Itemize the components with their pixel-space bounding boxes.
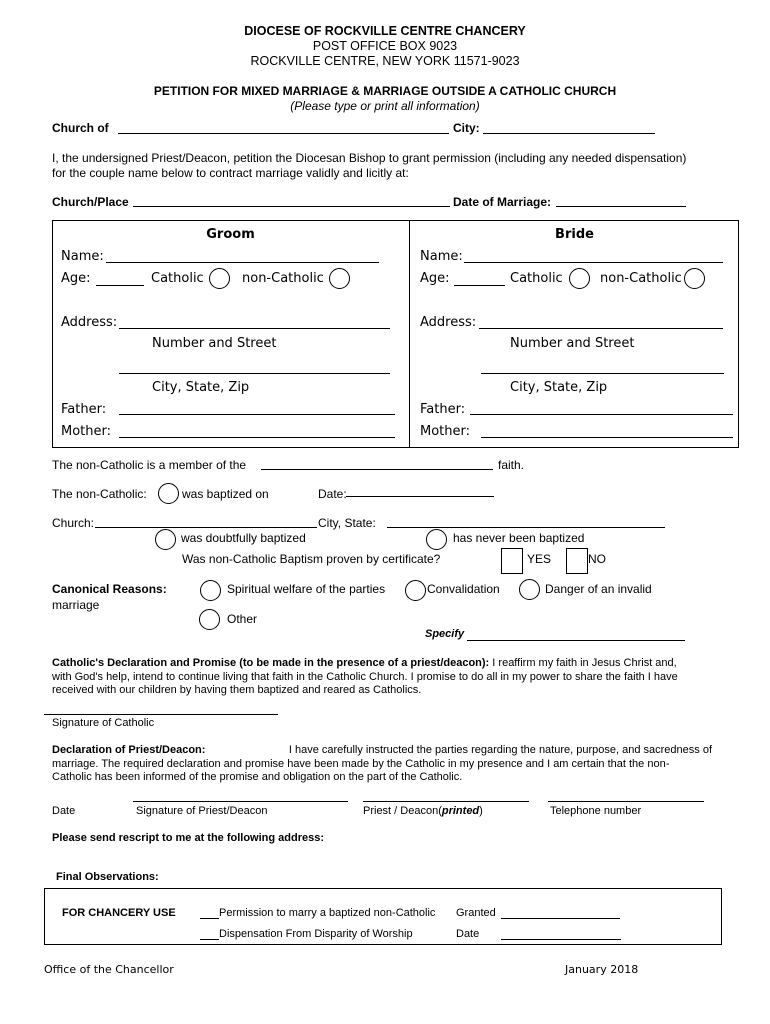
priest-signature-label: Signature of Priest/Deacon — [136, 805, 268, 817]
groom-mother-field[interactable] — [119, 437, 395, 438]
convalidation-radio[interactable] — [405, 580, 426, 601]
couple-divider — [409, 220, 410, 448]
address-line: ROCKVILLE CENTRE, NEW YORK 11571-9023 — [250, 54, 520, 68]
printed-word: printed — [441, 805, 480, 817]
groom-address-field[interactable] — [119, 328, 390, 329]
baptized-on-radio[interactable] — [158, 483, 179, 504]
baptism-church-label: Church: — [52, 516, 95, 530]
church-of-label: Church of — [52, 121, 109, 135]
spiritual-welfare-label: Spiritual welfare of the parties — [227, 582, 386, 596]
permission-check-field[interactable] — [200, 918, 219, 919]
footer-office: Office of the Chancellor — [44, 963, 174, 976]
priest-date-label: Date — [52, 805, 76, 817]
bride-father-label: Father: — [420, 402, 466, 417]
faith-field[interactable] — [261, 469, 493, 470]
bride-noncatholic-radio[interactable] — [684, 268, 705, 289]
po-box: POST OFFICE BOX 9023 — [312, 39, 458, 53]
bride-noncatholic-label: non-Catholic — [600, 271, 682, 286]
certificate-yes-label: YES — [527, 552, 552, 566]
canonical-reasons-label: Canonical Reasons: — [52, 582, 167, 596]
specify-label: Specify — [425, 628, 465, 640]
chancery-use-label: FOR CHANCERY USE — [62, 907, 176, 919]
groom-noncatholic-label: non-Catholic — [242, 271, 324, 286]
baptism-church-field[interactable] — [95, 527, 317, 528]
rescript-label: Please send rescript to me at the following address: — [52, 832, 325, 844]
printed-prefix: Priest / Deacon( — [363, 805, 442, 817]
footer-date: January 2018 — [565, 963, 639, 976]
member-of-label: The non-Catholic is a member of the — [52, 458, 247, 472]
certificate-no-checkbox[interactable] — [566, 548, 588, 574]
catholic-declaration-heading: Catholic's Declaration and Promise (to be made in the presence of a priest/deacon): — [52, 657, 490, 669]
diocese-title: DIOCESE OF ROCKVILLE CENTRE CHANCERY — [244, 24, 526, 38]
doubtful-radio[interactable] — [155, 529, 176, 550]
bride-name-label: Name: — [420, 249, 463, 264]
catholic-declaration-line1: I reaffirm my faith in Jesus Christ and, — [492, 657, 677, 669]
certificate-no-label: NO — [588, 552, 606, 566]
groom-father-label: Father: — [61, 402, 107, 417]
groom-name-field[interactable] — [106, 262, 379, 263]
bride-city-caption: City, State, Zip — [510, 380, 608, 395]
marriage-date-field[interactable] — [556, 206, 686, 207]
bride-city-field[interactable] — [481, 373, 724, 374]
groom-heading: Groom — [206, 227, 255, 242]
danger-invalid-marriage-label: marriage — [52, 598, 100, 612]
groom-catholic-radio[interactable] — [209, 268, 230, 289]
certificate-question: Was non-Catholic Baptism proven by certificate? — [182, 552, 441, 566]
bride-address-label: Address: — [420, 315, 477, 330]
groom-mother-label: Mother: — [61, 424, 112, 439]
catholic-declaration — [52, 657, 712, 698]
danger-invalid-label: Danger of an invalid — [545, 582, 652, 596]
groom-city-field[interactable] — [119, 373, 390, 374]
church-place-field[interactable] — [133, 206, 450, 207]
groom-address-label: Address: — [61, 315, 118, 330]
chancery-date-field[interactable] — [501, 939, 621, 940]
baptism-city-state-label: City, State: — [318, 516, 376, 530]
bride-catholic-radio[interactable] — [569, 268, 590, 289]
bride-father-field[interactable] — [470, 414, 733, 415]
bride-mother-label: Mother: — [420, 424, 471, 439]
church-place-label: Church/Place — [52, 195, 129, 209]
dispensation-check-field[interactable] — [200, 939, 219, 940]
groom-street-caption: Number and Street — [152, 336, 277, 351]
granted-label: Granted — [456, 907, 496, 919]
other-reason-label: Other — [227, 612, 258, 626]
priest-printed-name-field[interactable] — [363, 801, 529, 802]
final-observations-label: Final Observations: — [56, 871, 159, 883]
bride-age-field[interactable] — [454, 285, 505, 286]
telephone-field[interactable] — [548, 801, 704, 802]
priest-declaration — [52, 744, 712, 785]
printed-suffix: ) — [479, 805, 483, 817]
marriage-date-label: Date of Marriage: — [453, 195, 552, 209]
never-baptized-label: has never been baptized — [453, 531, 585, 545]
bride-name-field[interactable] — [464, 262, 723, 263]
priest-printed-label — [363, 805, 483, 817]
bride-address-field[interactable] — [479, 328, 723, 329]
danger-invalid-radio[interactable] — [519, 579, 540, 600]
bride-street-caption: Number and Street — [510, 336, 635, 351]
faith-label: faith. — [498, 458, 525, 472]
church-of-field[interactable] — [118, 133, 449, 134]
bride-catholic-label: Catholic — [510, 271, 563, 286]
permission-label: Permission to marry a baptized non-Catholic — [219, 907, 436, 919]
dispensation-label: Dispensation From Disparity of Worship — [219, 928, 413, 940]
never-baptized-radio[interactable] — [426, 529, 447, 550]
priest-signature-field[interactable] — [133, 801, 348, 802]
priest-declaration-heading: Declaration of Priest/Deacon: — [52, 744, 206, 756]
priest-declaration-line2: marriage. The required declaration and promise have been made by the Catholic in my presence and I am certain that the non- — [52, 757, 670, 770]
certificate-yes-checkbox[interactable] — [501, 548, 523, 574]
convalidation-label: Convalidation — [427, 582, 500, 596]
groom-name-label: Name: — [61, 249, 104, 264]
groom-father-field[interactable] — [119, 414, 395, 415]
bride-heading: Bride — [555, 227, 594, 242]
bride-mother-field[interactable] — [481, 437, 733, 438]
groom-age-label: Age: — [61, 271, 91, 286]
priest-declaration-line1: I have carefully instructed the parties regarding the nature, purpose, and sacredness of — [288, 744, 712, 756]
telephone-label: Telephone number — [550, 805, 642, 817]
baptism-date-field[interactable] — [346, 496, 494, 497]
other-reason-radio[interactable] — [199, 609, 220, 630]
specify-field[interactable] — [467, 640, 685, 641]
baptized-on-label: was baptized on — [182, 487, 269, 501]
bride-age-label: Age: — [420, 271, 450, 286]
catholic-signature-field[interactable] — [44, 714, 278, 715]
form-title: PETITION FOR MIXED MARRIAGE & MARRIAGE OUTSIDE A CATHOLIC CHURCH — [153, 84, 617, 98]
form-subtitle: (Please type or print all information) — [290, 99, 480, 113]
groom-city-caption: City, State, Zip — [152, 380, 250, 395]
intro-paragraph: I, the undersigned Priest/Deacon, petition the Diocesan Bishop to grant permission (including any needed dispensation) for the couple name below to contract marriage validly and licitly at: — [52, 151, 687, 180]
baptism-date-label: Date: — [318, 487, 347, 501]
catholic-signature-label: Signature of Catholic — [52, 717, 155, 729]
city-field[interactable] — [483, 133, 655, 134]
groom-noncatholic-radio[interactable] — [329, 268, 350, 289]
chancery-date-label: Date — [456, 928, 480, 940]
catholic-declaration-line2: with God's help, intend to continue living that faith in the Catholic Church. I promise to do all in my power to share the faith I have — [52, 670, 678, 683]
doubtful-label: was doubtfully baptized — [181, 531, 306, 545]
granted-field[interactable] — [501, 918, 620, 919]
catholic-declaration-line3: received with our children by having them baptized and reared as Catholics. — [52, 684, 422, 696]
noncatholic-baptized-prefix: The non-Catholic: — [52, 487, 147, 501]
city-label: City: — [453, 121, 480, 135]
priest-declaration-line3: Catholic has been informed of the promise and obligation on the part of the Catholic. — [52, 771, 463, 783]
spiritual-welfare-radio[interactable] — [200, 580, 221, 601]
groom-catholic-label: Catholic — [151, 271, 204, 286]
baptism-city-state-field[interactable] — [387, 527, 665, 528]
groom-age-field[interactable] — [96, 285, 144, 286]
